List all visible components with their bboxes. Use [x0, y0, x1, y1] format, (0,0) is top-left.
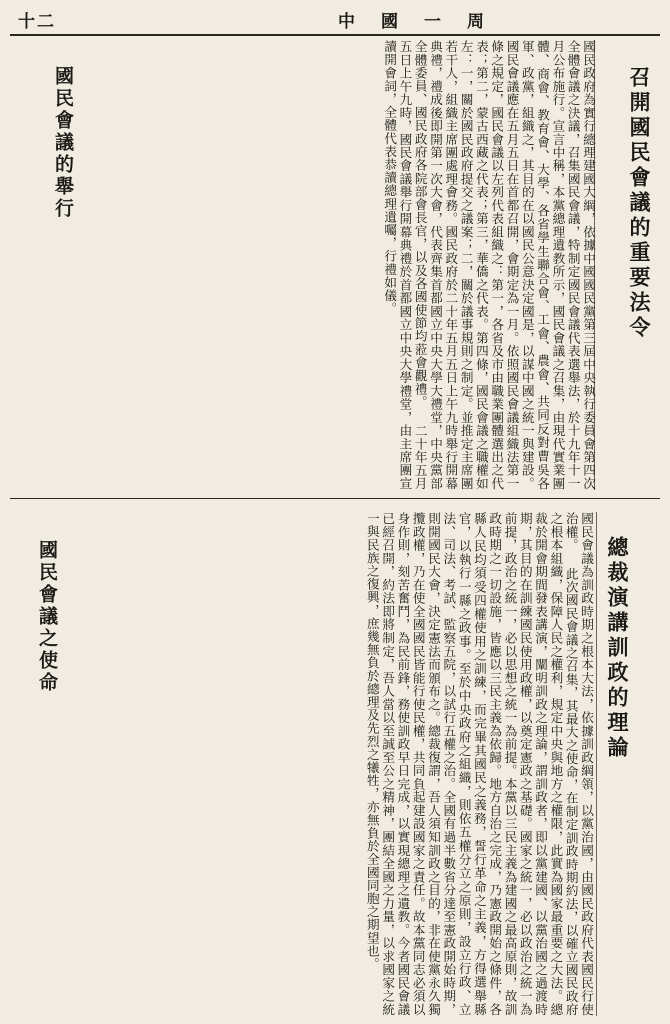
article-body-top	[16, 40, 596, 490]
side-title: 國民會議之使命	[36, 540, 58, 694]
article-top-text: 國民政府為實行總理建國大綱，依據中國國民黨第三屆中央執行委員會第四次全體會議之決議，召集國民會議，特制定國民會議代表選舉法，於十九年十一月公布施行。宣言中稱，本黨總理遺教所示，國民會議之召集，由現代實業團體、商會、教育會、大學、各省學生聯合會、工會、農會、共同反對曹吳各軍、政黨，組織之，其目的在以國民公意決定國是，以謀中國之統一與建設。國民會議應在五月五日在首都召開，會期定為一月。依照國民會議組織法第一條之規定，國民會議以左列代表組織之：第一，各省及市由職業團體選出之代表；第二，蒙古西藏之代表；第三，華僑之代表。第四條，國民會議之職權如左：一，關於國民政府提交之議案；二，關於議事規則之制定。並推定主席團若干人，組織主席團處理會務。國民政府於二十年五月五日上午九時舉行開幕典禮，禮成後即開第一次大會，代表齊集首都國立中央大學大禮堂，中央黨部全體委員、國民政府各院部會長官，以及各國使節均蒞會觀禮。	[412, 40, 596, 490]
section-heading: 國民會議的舉行	[52, 66, 74, 220]
page-number: 十二	[18, 11, 56, 32]
article-title-bottom: 總裁演講訓政的理論	[605, 536, 630, 761]
article-bottom-subtitle: 國民會議為訓政時期之根本大法，依據訓政綱領，以黨治國，由國民政府代表國民行使治權。	[563, 512, 594, 1016]
article-body-bottom	[16, 512, 594, 1016]
section-divider	[10, 498, 660, 499]
article-bottom-text: 此次國民會議之召集，其最大之使命，在制定訓政時期約法，以確立國民政府之根本組織，保障人民之權利，規定中央與地方之權限，此實為國家最重要之大法。總裁於開會期間發表講演，闡明訓政之理論，謂訓政者，即以黨建國、以黨治國之過渡時期，其目的在訓練國民使用政權，以奠定憲政之基礎。國家之統一，必以政治之統一為前提，政治之統一，必以思想之統一為前提。本黨以三民主義為建國之最高原則，故訓政時期之一切設施，皆應以三民主義為依歸。地方自治之完成，乃憲政開始之條件，各縣人民均須受四權使用之訓練，而完畢其國民之義務，誓行革命之主義，方得選舉縣官，以執行一縣之政事。至於中央政府之組織，則依五權分立之原則，設立行政、立法、司法、考試、監察五院，以試行五權之治。全國有過半數省分達至憲政開始時期，則開國民大會，決定憲法而頒布之。總裁復謂，吾人須知訓政之目的，非在使黨永久獨攬政權，乃在使全國國民皆能行使民權，共同負起建設國家之責任。故本黨同志必須以身作則，刻苦奮鬥，為民前鋒，務使訓政早日完成，以實現總理之遺教。今者國民會議已經召開，約法即將制定，吾人當以至誠至公之精神，團結全國之力量，以求國家之統一與民族之復興，庶幾無負於總理及先烈之犧牲，亦無負於全國同胞之期望也。	[364, 512, 579, 1016]
column-divider-bottom	[596, 512, 597, 1016]
article-title-top: 召開國民會議的重要法令	[627, 66, 652, 341]
publication-name: 中國一周	[338, 11, 510, 32]
running-header	[10, 4, 660, 36]
section-date-text: 二十年五月五日上午九時，國民會議舉行開幕典禮於首都國立中央大學禮堂，由主席團宣讀開會詞，全體代表恭讀總理遺囑，行禮如儀。	[382, 40, 428, 490]
